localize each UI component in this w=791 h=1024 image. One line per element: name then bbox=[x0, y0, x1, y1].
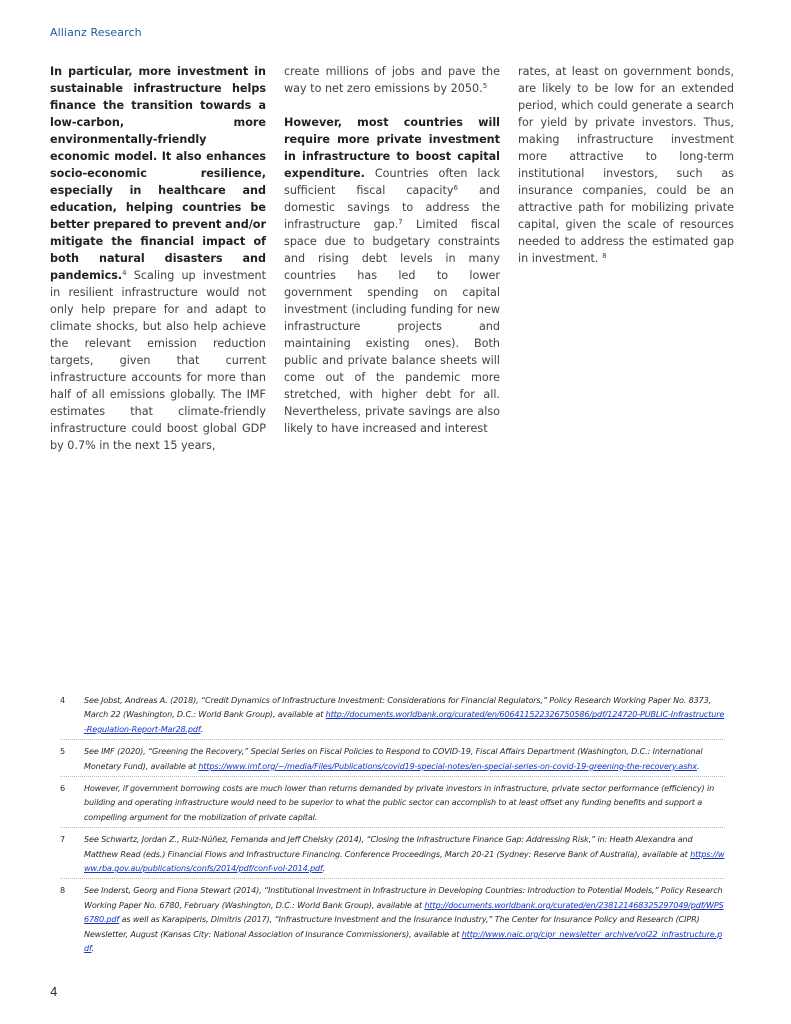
footnote bbox=[60, 832, 725, 879]
body-text: create millions of jobs and pave the way to net zero emissions by 2050. bbox=[284, 65, 500, 95]
footnotes bbox=[60, 693, 725, 963]
footnote-ref[interactable]: 8 bbox=[602, 252, 607, 260]
footnote-ref[interactable]: 6 bbox=[453, 184, 458, 192]
footnote-link[interactable]: https://www.imf.org/~/media/Files/Publications/covid19-special-notes/en-special-series-on-covid-19-greening-the-recovery.ashx bbox=[198, 760, 697, 771]
footnote bbox=[60, 781, 725, 828]
footnote bbox=[60, 693, 725, 740]
text-column-3 bbox=[518, 63, 734, 267]
footnote-text: . bbox=[91, 943, 94, 954]
footnote-text: See IMF (2020), “Greening the Recovery,” Special Series on Fiscal Policies to Respond to COVID-19, Fiscal Affairs Department (Washington, D.C.: International Monetary Fund), available at bbox=[84, 746, 703, 771]
footnote-ref[interactable]: 4 bbox=[122, 269, 127, 277]
footnote-link[interactable]: http://documents.worldbank.org/curated/en/606411522326750586/pdf/124720-PUBLIC-Infrastructure-Regulation-Report-Mar28.pdf bbox=[84, 709, 725, 734]
text-column-1 bbox=[50, 63, 266, 454]
footnote-text: . bbox=[200, 723, 203, 734]
paragraph bbox=[284, 114, 500, 437]
report-brand: Allianz Research bbox=[50, 26, 142, 39]
body-text: Scaling up investment in resilient infrastructure would not only help prepare for and adapt to climate shocks, but also help achieve the relevant emission reduction targets, given that current infrastructure accounts for more than half of all emissions globally. The IMF estimates that climate-friendly infrastructure could boost global GDP by 0.7% in the next 15 years, bbox=[50, 269, 266, 452]
body-text: Limited fiscal space due to budgetary constraints and rising debt levels in many countries has led to lower government spending on capital investment (including funding for new infrastructure projects and maintaining existing ones). Both public and private balance sheets will come out of the pandemic more stretched, with higher debt for all. Nevertheless, private savings are also likely to have increased and interest bbox=[284, 218, 500, 435]
footnote-link[interactable]: http://www.naic.org/cipr_newsletter_archive/vol22_infrastructure.pdf bbox=[84, 928, 723, 954]
footnote-number: 5 bbox=[60, 746, 65, 757]
footnote-ref[interactable]: 7 bbox=[398, 218, 403, 226]
footnote-text: See Jobst, Andreas A. (2018), “Credit Dynamics of Infrastructure Investment: Considerations for Financial Regulators,” Policy Research Working Paper No. 8373, March 22 (Washington, D.C.: World Bank Group), available at bbox=[84, 695, 712, 720]
text-column-2 bbox=[284, 63, 500, 437]
footnote-number: 7 bbox=[60, 834, 65, 845]
footnote-text: See Inderst, Georg and Fiona Stewart (2014), “Institutional Investment in Infrastructure in Developing Countries: Introduction to Potential Models,” Policy Research Working Paper No. 6780, February (Washington, D.C.: World Bank Group), available at bbox=[84, 885, 723, 910]
paragraph bbox=[284, 63, 500, 97]
paragraph bbox=[50, 63, 266, 454]
footnote-text: . bbox=[696, 760, 700, 771]
footnote-text: as well as Karapiperis, Dimitris (2017), “Infrastructure Investment and the Insurance Industry,” The Center for Insurance Policy and Research (CIPR) Newsletter, August (Kansas City: National Association of Insurance Commissioners), available at bbox=[84, 914, 700, 939]
body-text: Countries often lack sufficient fiscal capacity bbox=[284, 167, 500, 197]
paragraph bbox=[518, 63, 734, 267]
footnote-link[interactable]: https://www.rba.gov.au/publications/confs/2014/pdf/conf-vol-2014.pdf bbox=[84, 848, 725, 874]
footnote-text: . bbox=[322, 863, 325, 874]
footnote-number: 6 bbox=[60, 783, 65, 794]
footnote bbox=[60, 883, 725, 958]
footnote-ref[interactable]: 5 bbox=[482, 82, 488, 90]
lead-bold-text: However, most countries will require more private investment in infrastructure to boost capital expenditure. bbox=[284, 116, 500, 180]
page-number: 4 bbox=[50, 985, 58, 999]
body-text: and domestic savings to address the infrastructure gap. bbox=[284, 184, 500, 231]
footnote-text: However, if government borrowing costs are much lower than returns demanded by private investors in infrastructure, private sector performance (efficiency) in building and operating infrastructure would need to be superior to what the public sector can accomplish to at least offset any funding benefits and support a compelling argument for the mobilization of private capital. bbox=[84, 783, 715, 822]
footnote-number: 4 bbox=[60, 695, 65, 705]
footnote bbox=[60, 744, 725, 777]
footnote-number: 8 bbox=[60, 885, 65, 896]
footnote-link[interactable]: http://documents.worldbank.org/curated/en/238121468325297049/pdf/WPS6780.pdf bbox=[84, 899, 724, 925]
lead-bold-text: In particular, more investment in sustainable infrastructure helps finance the transition towards a low-carbon, more environmentally-friendly economic model. It also enhances socio-economic resilience, especially in healthcare and education, helping countries be better prepared to prevent and/or mitigate the financial impact of both natural disasters and pandemics. bbox=[50, 65, 266, 282]
footnote-text: See Schwartz, Jordan Z., Ruiz-Núñez, Fernanda and Jeff Chelsky (2014), “Closing the Infrastructure Finance Gap: Addressing Risk,” in: Heath Alexandra and Matthew Read (eds.) Financial Flows and Infrastructure Financing. Conference Proceedings, March 20-21 (Sydney: Reserve Bank of Australia), available at bbox=[84, 834, 693, 859]
body-text: rates, at least on government bonds, are likely to be low for an extended period, which could generate a search for yield by private investors. Thus, making infrastructure investment more attractive to long-term institutional investors, such as insurance companies, could be an attractive path for mobilizing private capital, given the scale of resources needed to address the estimated gap in investment. bbox=[518, 65, 734, 265]
